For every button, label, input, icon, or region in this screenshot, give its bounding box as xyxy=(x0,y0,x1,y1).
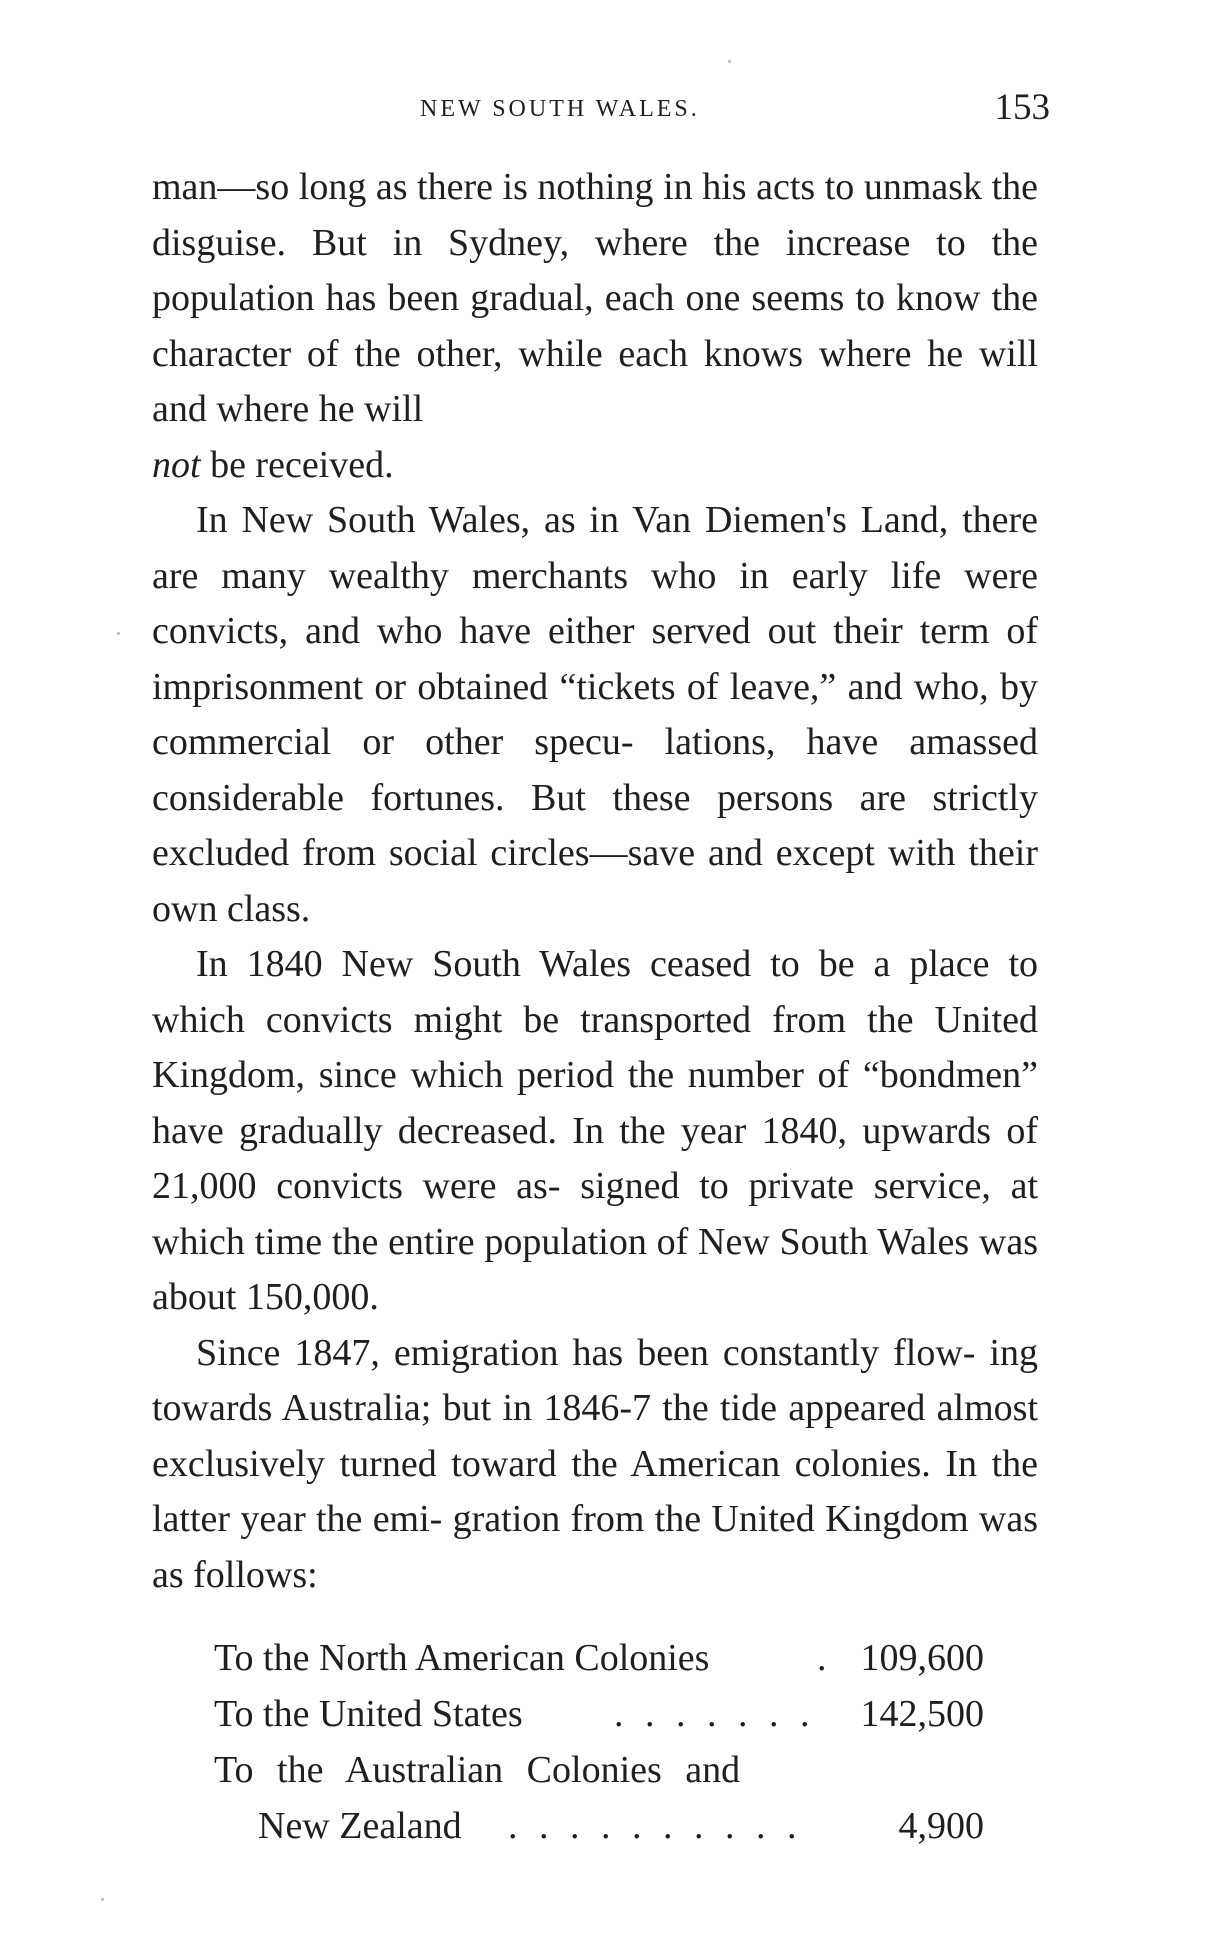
text-line: signed to private service, at which time the entire xyxy=(152,1165,1039,1263)
emigration-table xyxy=(214,1630,984,1854)
row-label: New Zealand xyxy=(258,1805,462,1847)
text-line: appeared almost exclusively turned toward the xyxy=(152,1387,1039,1485)
text-line: ing towards Australia; but in 1846-7 the tide xyxy=(152,1331,1038,1429)
running-title: NEW SOUTH WALES. xyxy=(420,96,700,122)
text-line: life were convicts, and who have either served out xyxy=(152,554,1039,652)
text-line: these persons are strictly excluded from social xyxy=(152,776,1039,874)
text-line: unmask the disguise. But in Sydney, where the xyxy=(152,166,1038,264)
page-number: 153 xyxy=(994,87,1050,128)
text-line: man—so long as there is nothing in his acts to xyxy=(152,166,855,208)
text-line: United Kingdom, since which period the number xyxy=(152,998,1039,1096)
dot-leader: . . . . . . . . . . xyxy=(508,1805,803,1847)
italic-word: not xyxy=(152,443,201,486)
text-line: circles—save and except with their own class. xyxy=(152,832,1038,930)
text-line: increase to the population has been gradual, each xyxy=(152,221,1038,319)
row-value: 142,500 xyxy=(860,1693,984,1735)
text-line: gration from the United Kingdom was as follows: xyxy=(152,1498,1039,1596)
text-line: of leave,” and who, by commercial or other specu- xyxy=(152,665,1038,763)
page-speck xyxy=(117,632,120,635)
table-row xyxy=(214,1686,984,1742)
text-line: lations, have amassed considerable fortunes. But xyxy=(152,721,1039,819)
body-text xyxy=(152,160,1038,1603)
page-speck xyxy=(728,60,731,63)
row-label: To the United States xyxy=(214,1693,523,1735)
row-value: 109,600 xyxy=(860,1637,984,1679)
text-line: their term of imprisonment or obtained “tickets xyxy=(152,610,1038,708)
paragraph-2 xyxy=(152,493,1038,937)
text-line: of “bondmen” have gradually decreased. In the xyxy=(152,1054,1038,1152)
paragraph-1 xyxy=(152,160,1038,493)
table-row xyxy=(214,1630,984,1686)
table-row xyxy=(214,1798,984,1854)
text-line: In 1840 New South Wales ceased to be a place xyxy=(196,943,990,985)
text-line: while each knows where he will and where he will xyxy=(152,332,1038,430)
table-row xyxy=(214,1742,984,1798)
text-line: American colonies. In the latter year the emi- xyxy=(152,1442,1039,1540)
row-value: 4,900 xyxy=(898,1805,984,1847)
text-line: there are many wealthy merchants who in early xyxy=(152,499,1039,597)
text-line: population of New South Wales was about 150,000. xyxy=(152,1220,1038,1318)
row-label: To the North American Colonies xyxy=(214,1637,710,1679)
running-head xyxy=(150,87,1050,132)
text-line: Since 1847, emigration has been constantly flow- xyxy=(196,1331,976,1374)
dot-leader: . . . . . . . xyxy=(614,1693,816,1735)
dot-leader: . xyxy=(817,1637,833,1679)
text-line: to which convicts might be transported from the xyxy=(152,943,1039,1041)
text-line: be received. xyxy=(200,443,394,486)
text-line: year 1840, upwards of 21,000 convicts were as- xyxy=(152,1109,1038,1207)
text-line: one seems to know the character of the other, xyxy=(152,277,1039,375)
page-speck xyxy=(101,1898,104,1901)
text-line: In New South Wales, as in Van Diemen's Land, xyxy=(196,499,949,541)
paragraph-4 xyxy=(152,1326,1038,1604)
paragraph-3 xyxy=(152,937,1038,1326)
row-label: To the Australian Colonies and xyxy=(214,1749,741,1791)
